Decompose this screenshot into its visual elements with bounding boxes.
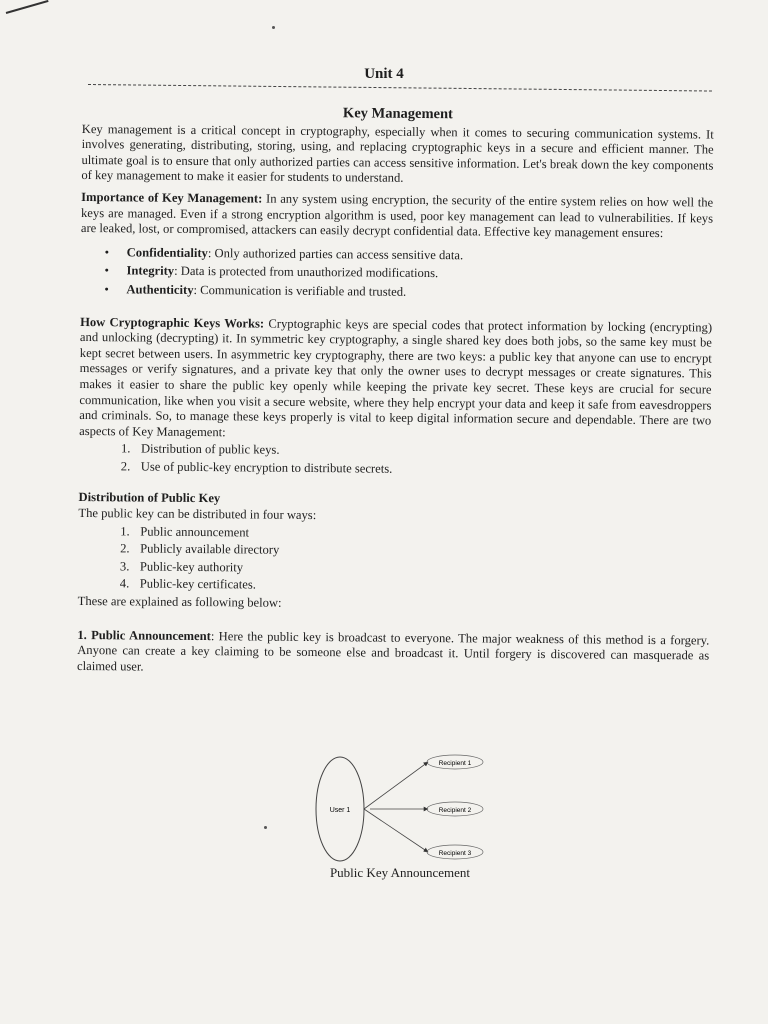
- how-keys-paragraph: [79, 315, 712, 445]
- pen-mark: [6, 0, 49, 14]
- how-keys-heading: How Cryptographic Keys Works:: [80, 314, 265, 331]
- bullet-desc: : Only authorized parties can access sensitive data.: [207, 245, 464, 263]
- bullet-item: [126, 264, 712, 285]
- list-number: 4.: [119, 576, 130, 591]
- public-key-announcement-diagram: [300, 752, 510, 882]
- importance-heading: Importance of Key Management:: [81, 189, 263, 206]
- speck: [272, 26, 275, 29]
- speck: [264, 826, 267, 829]
- bullet-desc: : Data is protected from unauthorized modifications.: [174, 264, 439, 281]
- distribution-ways-list: [78, 524, 711, 598]
- recipient-2-label: Recipient 2: [438, 807, 472, 814]
- recipient-3-label: Recipient 3: [438, 850, 472, 857]
- aspects-list: [79, 441, 711, 480]
- diagram-caption: Public Key Announcement: [329, 865, 471, 880]
- user-label: User 1: [329, 807, 351, 814]
- bullet-item: [127, 245, 713, 266]
- importance-text: In any system using encryption, the security of the entire system relies on how well the keys are managed. Even if a strong encryption algorithm is used, poor key management can lead to vulnerabilities. If keys are leaked, lost, or compromised, attackers can easily decrypt confidential data. Effective key management ensures:: [80, 191, 714, 241]
- list-text: Distribution of public keys.: [140, 441, 280, 458]
- how-keys-text: Cryptographic keys are special codes that protect information by locking (encrypting) and unlocking (decrypting) it. In symmetric key cryptography, a single shared key does both jobs, so the same key must be kept secret between users. In asymmetric key cryptography, there are two keys: a public key that anyone can use to encrypt messages or verify signatures, and a private key that only the owner uses to decrypt messages or create signatures. This makes it easier to share the public key openly while keeping the private key secret. These keys are crucial for secure communication, like when you visit a secure website, where they help encrypt your data and keep it safe from eavesdroppers and criminals. So, to manage these keys properly is vital to keep digital information secure and dependable. There are two aspects of Key Management:: [79, 316, 713, 439]
- distribution-heading: Distribution of Public Key: [78, 490, 221, 506]
- bullet-item: [126, 282, 712, 303]
- public-announcement-heading: 1. Public Announcement: [77, 627, 211, 643]
- list-text: Use of public-key encryption to distribute secrets.: [140, 459, 393, 476]
- bullet-desc: : Communication is verifiable and trusted.: [193, 282, 407, 299]
- recipient-1-label: Recipient 1: [438, 760, 472, 767]
- document-body: [77, 104, 714, 680]
- unit-title: Unit 4: [364, 66, 404, 82]
- list-number: 2.: [120, 541, 130, 556]
- list-number: 3.: [119, 559, 130, 574]
- list-text: Publicly available directory: [140, 541, 280, 557]
- arrow-recipient-1: [364, 762, 428, 809]
- list-number: 1.: [120, 524, 130, 539]
- bullet-term: Integrity: [126, 263, 175, 279]
- distribution-outro: These are explained as following below:: [77, 594, 282, 610]
- importance-bullet-list: [80, 245, 712, 303]
- list-text: Public announcement: [140, 524, 250, 540]
- list-text: Public-key authority: [139, 559, 244, 575]
- list-text: Public-key certificates.: [139, 576, 256, 592]
- public-announcement-text: : Here the public key is broadcast to everyone. The major weakness of this method is a forgery. Anyone can create a key claiming to be someone else and broadcast it. Until forgery is discovered can masquerade as claimed user.: [77, 628, 710, 674]
- bullet-term: Confidentiality: [126, 245, 208, 260]
- bullet-term: Authenticity: [126, 282, 194, 297]
- arrow-recipient-3: [364, 809, 428, 852]
- distribution-intro: The public key can be distributed in four ways:: [78, 506, 317, 523]
- public-announcement-paragraph: [77, 628, 709, 680]
- section-title: Key Management: [342, 105, 453, 123]
- list-number: 2.: [120, 459, 131, 474]
- importance-paragraph: [81, 190, 713, 242]
- divider: [88, 84, 712, 92]
- list-number: 1.: [120, 441, 131, 456]
- intro-paragraph: Key management is a critical concept in cryptography, especially when it comes to securing communication systems. It involves generating, distributing, storing, using, and replacing cryptographic keys in a secure and efficient manner. The ultimate goal is to ensure that only authorized parties can access sensitive information. Let's break down the key components of key management to make it easier for students to understand.: [81, 121, 714, 186]
